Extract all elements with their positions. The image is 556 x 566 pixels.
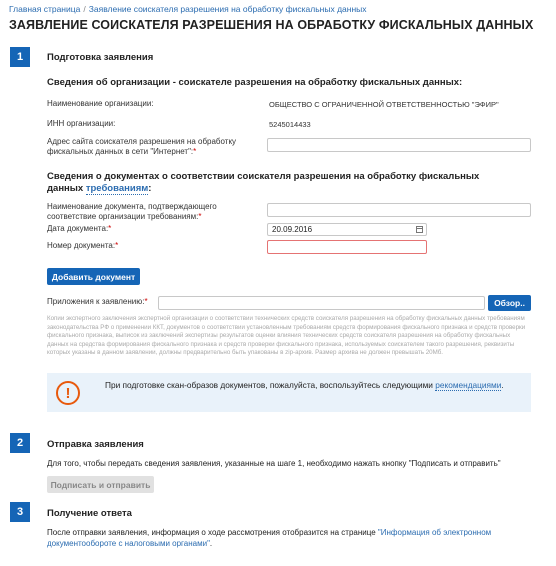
required-mark: * [144,297,148,306]
site-label [47,137,237,157]
breadcrumb-separator: / [83,4,86,14]
step-3-text [47,527,507,549]
document-number-input[interactable] [267,240,427,254]
date-label-text: Дата документа: [47,224,109,233]
add-document-button[interactable]: Добавить документ [47,268,140,285]
docs-heading-end: : [148,183,152,194]
required-mark: * [193,147,197,156]
date-label [47,224,111,234]
number-label [47,241,118,251]
warning-icon: ! [56,381,80,405]
step-3-text-body: После отправки заявления, информация о ходе рассмотрения отобразится на странице [47,528,378,537]
step-2-text: Для того, чтобы передать сведения заявления, указанные на шаге 1, необходимо нажать кнопку "Подписать и отправить" [47,459,501,468]
breadcrumb-current[interactable]: Заявление соискателя разрешения на обработку фискальных данных [88,4,367,14]
document-date-input[interactable] [267,223,427,236]
docs-section-heading [47,171,517,195]
number-label-text: Номер документа: [47,241,116,250]
attachments-file-input[interactable] [158,296,485,310]
site-label-text: Адрес сайта соискателя разрешения на обработку фискальных данных в сети "Интернет": [47,137,237,156]
required-mark: * [198,212,202,221]
sign-and-send-button[interactable]: Подписать и отправить [47,476,154,493]
inn-label: ИНН организации: [47,119,116,128]
breadcrumb-home-link[interactable]: Главная страница [9,4,81,14]
document-name-input[interactable] [267,203,531,217]
step-3-text-end: . [209,539,213,548]
page-title: ЗАЯВЛЕНИЕ СОИСКАТЕЛЯ РАЗРЕШЕНИЯ НА ОБРАБОТКУ ФИСКАЛЬНЫХ ДАННЫХ [9,18,534,32]
edo-info-link[interactable]: "Информация об электронном документообороте с налоговыми органами" [47,528,492,548]
required-mark: * [108,224,112,233]
org-section-heading: Сведения об организации - соискателе разрешения на обработку фискальных данных: [47,77,463,88]
site-url-input[interactable] [267,138,531,152]
requirements-link[interactable]: требованиям [85,183,149,194]
inn-value: 5245014433 [269,120,311,129]
info-notice [47,373,531,412]
docname-label [47,202,267,222]
required-mark: * [115,241,119,250]
step-1-badge: 1 [10,47,30,67]
org-name-label: Наименование организации: [47,99,154,108]
info-text-end: . [501,380,504,390]
org-name-value: ОБЩЕСТВО С ОГРАНИЧЕННОЙ ОТВЕТСТВЕННОСТЬЮ "ЭФИР" [269,100,499,109]
info-text-body: При подготовке скан-образов документов, пожалуйста, воспользуйтесь следующими [105,380,436,390]
step-3-title: Получение ответа [47,508,132,519]
attachments-label-text: Приложения к заявлению: [47,297,145,306]
recommendations-link[interactable]: рекомендациями [435,380,502,390]
breadcrumb [9,4,367,14]
info-text [105,380,525,391]
calendar-icon[interactable] [416,226,423,233]
attachments-hint: Копии экспертного заключения экспертной организации о соответствии технических средств соискателя разрешения на обработку фискальных данных требованиям законодательства РФ о применении ККТ, документов о соответствии установленным требованиям средств формирования фискального признака и средств проверки фискального признака, выписок из заключений экспертизы результатов оценки влияния технических средств соискателя разрешения на обработку фискальных данных на средства формирования фискального признака и средств проверки фискального признака, используемых соискателем такого разрешения, реквизиты которых указаны в данном заявлении, должны предварительно быть упакованы в zip-архив. Размер архива не должен превышать 20Мб. [47,315,526,357]
attachments-label [47,297,148,307]
step-1-title: Подготовка заявления [47,52,154,63]
step-2-badge: 2 [10,433,30,453]
step-3-badge: 3 [10,502,30,522]
docname-label-text: Наименование документа, подтверждающего соответствие организации требованиям: [47,202,217,221]
document-date-value: 20.09.2016 [272,225,313,234]
docs-heading-text: Сведения о документах о соответствии соискателя разрешения на обработку фискальных данных [47,171,480,194]
browse-button[interactable]: Обзор.. [488,295,531,311]
step-2-title: Отправка заявления [47,439,144,450]
